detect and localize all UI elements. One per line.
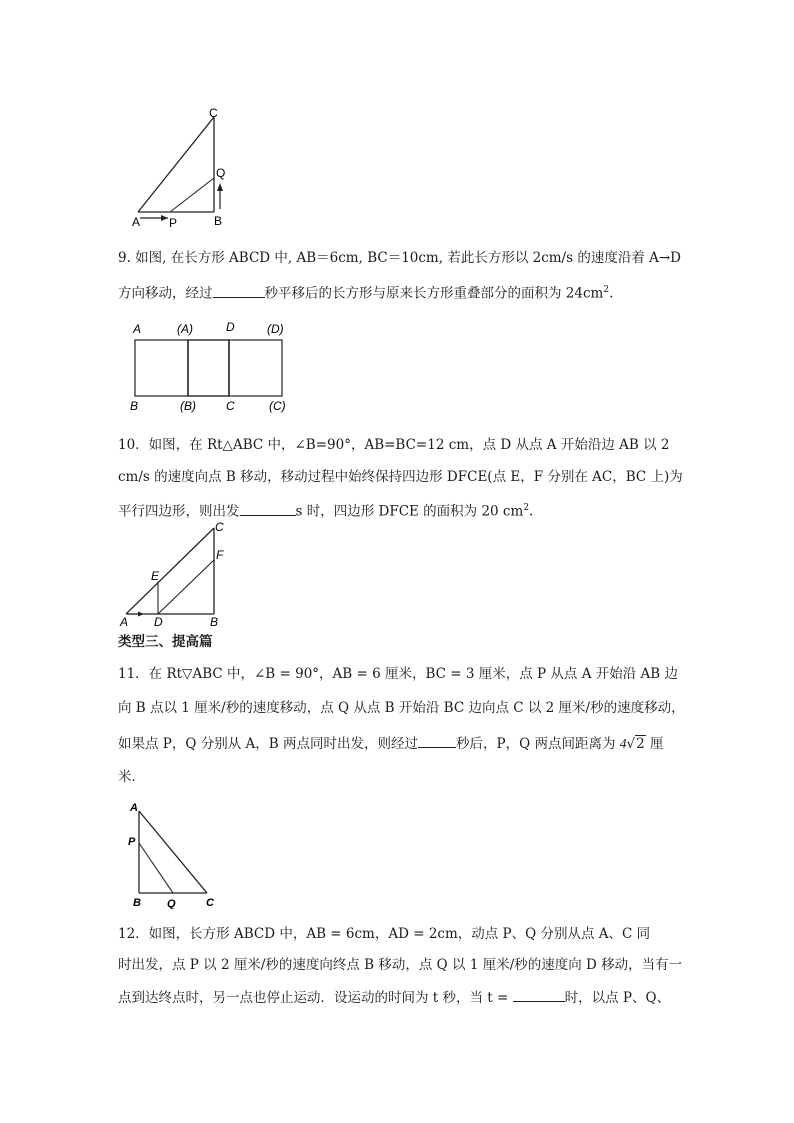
q11-radicand: 2 bbox=[636, 736, 645, 752]
label-b: B bbox=[214, 214, 223, 228]
q10-line2: cm/s 的速度向点 B 移动，移动过程中始终保持四边形 DFCE(点 E，F 分别在 AC，BC 上)为 bbox=[118, 469, 683, 485]
section-heading: 类型三、提高篇 bbox=[118, 634, 213, 650]
q11-answer-blank bbox=[418, 733, 456, 748]
label-a-moved: (A) bbox=[177, 322, 193, 336]
label-q: Q bbox=[216, 166, 226, 180]
label-d: D bbox=[226, 320, 235, 334]
q11-line2: 向 B 点以 1 厘米/秒的速度移动，点 Q 从点 B 开始沿 BC 边向点 C 以 2 厘米/秒的速度移动， bbox=[118, 700, 685, 716]
label-b: B bbox=[130, 399, 139, 413]
label-b-moved: (B) bbox=[180, 399, 196, 413]
q10-line3-pre: 平行四边形，则出发 bbox=[118, 503, 240, 520]
figure-rectangles bbox=[125, 317, 295, 417]
figure-parallelogram bbox=[118, 518, 238, 630]
q12-line3 bbox=[118, 987, 670, 1008]
label-a: A bbox=[133, 322, 142, 336]
q12-line2: 时出发，点 P 以 2 厘米/秒的速度向终点 B 移动，点 Q 以 1 厘米/秒的速度向 D 移动，当有一 bbox=[118, 957, 683, 973]
label-c-moved: (C) bbox=[269, 399, 286, 413]
label-b: B bbox=[133, 897, 141, 909]
q9-line2-post: 秒平移后的长方形与原来长方形重叠部分的面积为 24cm bbox=[264, 285, 604, 302]
q12-line1: 12．如图，长方形 ABCD 中，AB = 6cm，AD = 2cm，动点 P、Q 分别从点 A、C 同 bbox=[118, 926, 651, 942]
q11-line1: 11．在 Rt▽ABC 中，∠B = 90°，AB = 6 厘米，BC = 3 厘米，点 P 从点 A 开始沿 AB 边 bbox=[118, 666, 679, 682]
q9-sup: 2 bbox=[603, 285, 610, 295]
q11-coef: 4 bbox=[619, 736, 627, 751]
q9-line1: 9. 如图, 在长方形 ABCD 中, AB＝6cm, BC＝10cm, 若此长方形以 2cm/s 的速度沿着 A→D bbox=[118, 250, 682, 266]
figure-triangle-apq bbox=[125, 797, 225, 909]
label-p: P bbox=[128, 836, 136, 848]
label-d-moved: (D) bbox=[267, 322, 284, 336]
q10-line1: 10．如图，在 Rt△ABC 中，∠B=90°，AB=BC=12 cm，点 D 从点 A 开始沿边 AB 以 2 bbox=[118, 437, 670, 453]
q11-line3 bbox=[118, 733, 664, 754]
figure-triangle-pq bbox=[128, 105, 238, 230]
sqrt-icon: √2 bbox=[626, 736, 645, 752]
label-c: C bbox=[206, 897, 214, 909]
q9-answer-blank bbox=[213, 283, 265, 298]
label-p: P bbox=[169, 216, 178, 230]
label-a: A bbox=[132, 215, 141, 229]
q10-answer-blank bbox=[240, 501, 296, 516]
label-f: F bbox=[216, 548, 224, 562]
q11-line4: 米． bbox=[118, 769, 145, 785]
label-e: E bbox=[151, 569, 160, 583]
q12-line3-pre: 点到达终点时，另一点也停止运动．设运动的时间为 t 秒，当 t = bbox=[118, 990, 509, 1006]
q10-sup: 2 bbox=[523, 503, 530, 513]
label-c: C bbox=[226, 399, 235, 413]
q10-line3-post: s 时，四边形 DFCE 的面积为 20 cm bbox=[295, 503, 524, 520]
label-d: D bbox=[154, 615, 163, 629]
q9-line2 bbox=[118, 280, 613, 304]
label-c: C bbox=[215, 520, 224, 534]
q11-line3-post: 厘 bbox=[650, 736, 664, 752]
label-q: Q bbox=[167, 898, 176, 909]
label-b: B bbox=[210, 615, 219, 629]
q11-line3-mid: 秒后，P，Q 两点间距离为 bbox=[456, 736, 616, 752]
label-c: C bbox=[209, 106, 218, 120]
q12-answer-blank bbox=[513, 987, 565, 1002]
q9-line2-pre: 方向移动，经过 bbox=[118, 285, 213, 302]
q12-line3-post: 时，以点 P、Q、 bbox=[564, 990, 671, 1006]
q9-end: . bbox=[609, 285, 614, 302]
q10-end: . bbox=[529, 503, 534, 520]
label-a: A bbox=[120, 615, 129, 629]
q11-line3-pre: 如果点 P，Q 分别从 A，B 两点同时出发，则经过 bbox=[118, 736, 418, 752]
label-a: A bbox=[130, 802, 138, 814]
